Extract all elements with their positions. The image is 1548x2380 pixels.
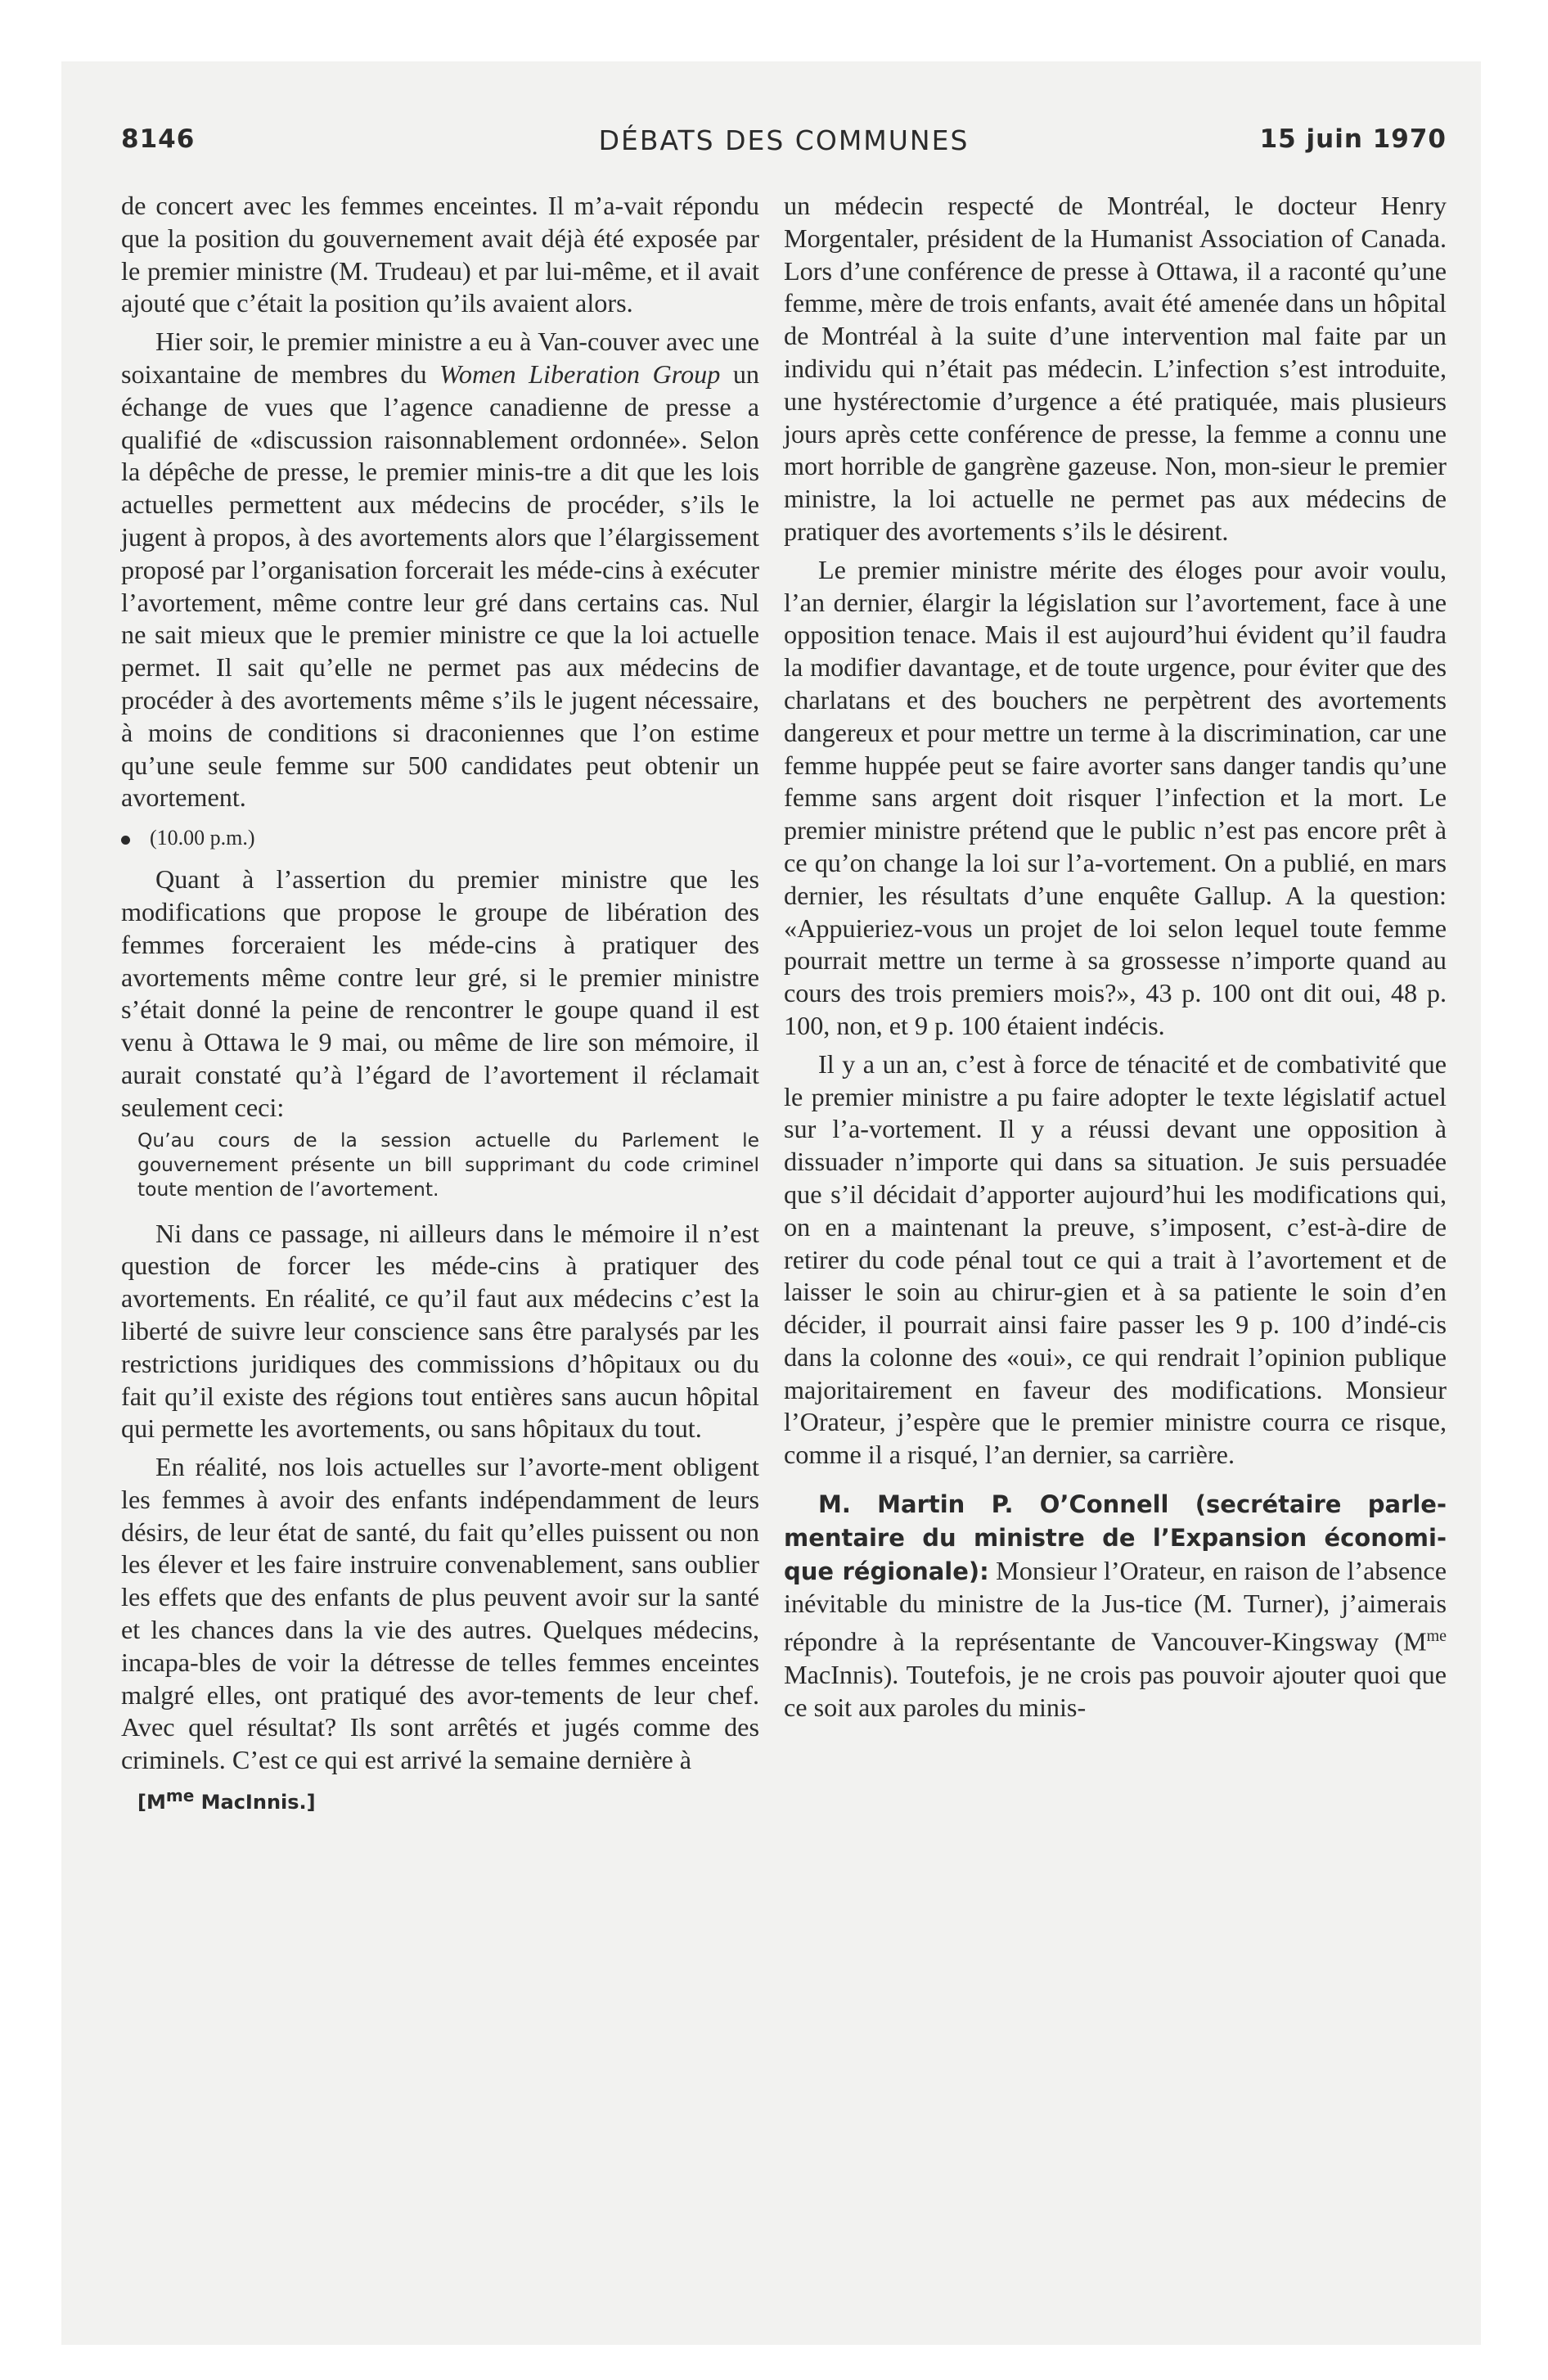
page-header [121, 124, 1447, 170]
paragraph: de concert avec les femmes enceintes. Il m’a-vait répondu que la position du gouvernement avait déjà été exposée par le premier ministre (M. Trudeau) et par lui-même, et il avait ajouté que c’était la position qu’ils avaient alors. [121, 191, 759, 318]
group-name: Women Liberation Group [439, 358, 721, 389]
time-marker [121, 824, 759, 852]
paragraph [121, 326, 759, 814]
bullet-icon [121, 836, 130, 845]
time-marker-text: (10.00 p.m.) [150, 826, 255, 850]
paragraph: Ni dans ce passage, ni ailleurs dans le mémoire il n’est question de forcer les méde-cins à pratiquer des avortements. En réalité, ce qu’il faut aux médecins c’est la liberté de suivre leur conscience sans être paralysés par les restrictions juridiques des commissions d’hôpitaux ou du fait qu’il existe des régions tout entières sans aucun hôpital qui permette les avortements, ou sans hôpitaux du tout. [121, 1218, 759, 1444]
paragraph: Quant à l’assertion du premier ministre que les modifications que propose le groupe de libération des femmes forceraient les méde-cins à pratiquer des avortements même contre leur gré, si le premier ministre s’était donné la peine de rencontrer le goupe quand il est venu à Ottawa le 9 mai, ou même de lire son mémoire, il aurait constaté qu’à l’égard de l’avortement il réclamait seulement ceci: [121, 864, 759, 1122]
speaker-ref-open: [M [137, 1791, 166, 1814]
paragraph: En réalité, nos lois actuelles sur l’avorte-ment obligent les femmes à avoir des enfants indépendamment de leurs désirs, de leur état de santé, du fait qu’elles puissent ou non les élever et les faire instruire convenablement, sans oublier les effets que des enfants de plus peuvent avoir sur la santé et les chances dans la vie des autres. Quelques médecins, incapa-bles de voir la détresse de telles femmes enceintes malgré elles, ont pratiqué des avor-tements de leur chef. Avec quel résultat? Ils sont arrêtés et jugés comme des criminels. C’est ce qui est arrivé la semaine dernière à [121, 1452, 759, 1775]
paragraph [784, 1488, 1447, 1724]
paragraph: Le premier ministre mérite des éloges pour avoir voulu, l’an dernier, élargir la législation sur l’avortement, face à une opposition tenace. Mais il est aujourd’hui évident qu’il faudra la modifier davantage, et de toute urgence, pour éviter que des charlatans et des bouchers ne perpètrent des avortements dangereux et pour mettre un terme à la discrimination, car une femme huppée peut se faire avorter sans danger tandis qu’une femme sans argent doit risquer l’infection et la mort. Le premier ministre prétend que le public n’est pas encore prêt à ce qu’on change la loi sur l’a-vortement. On a publié, en mars dernier, les résultats d’une enquête Gallup. A la question: «Appuieriez-vous un projet de loi selon lequel toute femme pourrait mettre un terme à sa grossesse n’importe quand au cours des trois premiers mois?», 43 p. 100 ont dit oui, 48 p. 100, non, et 9 p. 100 étaient indécis. [784, 554, 1447, 1040]
paragraph: un médecin respecté de Montréal, le docteur Henry Morgentaler, président de la Humanist Association of Canada. Lors d’une conférence de presse à Ottawa, il a raconté qu’une femme, mère de trois enfants, avait été amenée dans un hôpital de Montréal à la suite d’une intervention mal faite par un individu qui n’était pas médecin. L’infection s’est introduite, une hystérectomie d’urgence a été pratiquée, mais plusieurs jours après cette conférence de presse, la femme a connu une mort horrible de gangrène gazeuse. Non, mon-sieur le premier ministre, la loi actuelle ne permet pas aux médecins de pratiquer des avortements s’ils le désirent. [784, 191, 1447, 546]
right-column [784, 190, 1447, 1724]
paragraph-text: MacInnis). Toutefois, je ne crois pas pouvoir ajouter quoi que ce soit aux paroles du minis- [784, 1659, 1447, 1722]
page-number: 8146 [121, 124, 196, 154]
left-column [121, 190, 759, 1816]
paragraph-text: un échange de vues que l’agence canadienne de presse a qualifié de «discussion raisonnablement ordonnée». Selon la dépêche de presse, le premier minis-tre a dit que les lois actuelles permettent aux médecins de procéder, s’ils le jugent à propos, à des avortements alors que l’élargissement proposé par l’organisation forcerait les méde-cins à exécuter l’avortement, même contre leur gré dans certains cas. Nul ne sait mieux que le premier ministre ce que la loi actuelle permet. Il sait qu’elle ne permet pas aux médecins de procéder à des avortements même s’ils le jugent nécessaire, à moins de conditions si draconiennes que l’on estime qu’une seule femme sur 500 candidates peut obtenir un avortement. [121, 358, 760, 813]
block-quote: Qu’au cours de la session actuelle du Parlement le gouvernement présente un bill supprimant du code criminel toute mention de l’avortement. [137, 1128, 759, 1201]
speaker-reference [121, 1782, 759, 1816]
speaker-ref-sup: me [165, 1786, 195, 1806]
paragraph: Il y a un an, c’est à force de ténacité et de combativité que le premier ministre a pu faire adopter le texte législatif actuel sur l’a-vortement. Il y a réussi devant une opposition à dissuader n’importe qui dans sa situation. Je suis persuadée que s’il décidait d’apporter aujourd’hui les modifications qui, on en a maintenant la preuve, s’imposent, c’est-à-dire de retirer du code pénal tout ce qui a trait à l’avortement et de laisser le soin au chirur-gien et à sa patiente le soin d’en décider, il pourrait ainsi faire passer les 9 p. 100 d’indé-cis dans la colonne des «oui», ce qui rendrait l’opinion publique majoritairement en faveur des modifications. Monsieur l’Orateur, j’espère que le premier ministre courra ce risque, comme il a risqué, l’an dernier, sa carrière. [784, 1048, 1447, 1470]
publication-title: DÉBATS DES COMMUNES [598, 124, 970, 156]
speaker-ref-close: MacInnis.] [194, 1791, 316, 1814]
speaker-name: M. Martin P. O’Connell (secrétaire parle-mentaire du ministre de l’Expansion économi-que régionale): [784, 1490, 1447, 1585]
superscript: me [1426, 1627, 1447, 1646]
paragraph-text: Hier soir, le premier ministre a eu à Van-couver avec une soixantaine de membres du [121, 327, 759, 389]
page-date: 15 juin 1970 [1259, 124, 1447, 154]
paragraph-text: Monsieur l’Orateur, en raison de l’absence inévitable du ministre de la Jus-tice (M. Turner), j’aimerais répondre à la représentante de Vancouver-Kingsway (M [784, 1555, 1447, 1657]
